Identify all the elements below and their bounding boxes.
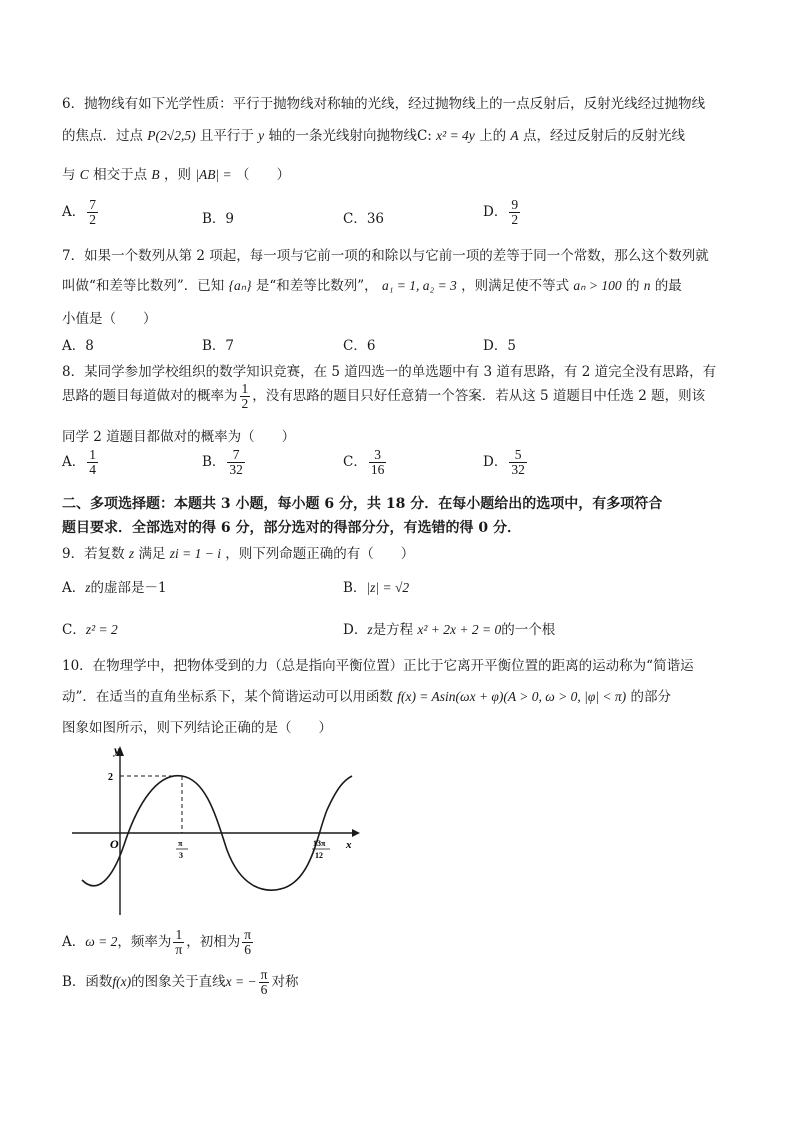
var-n: n <box>643 278 651 293</box>
q8-text: 思路的题目每道做对的概率为 <box>62 388 238 405</box>
function-definition: f(x) = Asin(ωx + φ)(A > 0, ω > 0, |φ| < π) <box>397 689 627 704</box>
q6-option-b: B．9 <box>202 211 235 227</box>
fraction: $\frac{7}{32}$ <box>229 447 243 478</box>
q8-option-d: D． $\frac{5}{32}$ <box>483 447 525 478</box>
q8-option-b: B． $\frac{7}{32}$ <box>202 447 243 478</box>
equation: zi = 1 − i <box>169 546 221 561</box>
q6-text: 轴的一条光线射向抛物线C: <box>268 128 432 144</box>
q7-option-c: C．6 <box>343 338 376 354</box>
q7-line3: 小值是（ ） <box>62 311 157 327</box>
fraction: $\frac{9}{2}$ <box>511 197 519 228</box>
q6-text: ，则 <box>163 167 191 183</box>
x-axis-label: x <box>346 839 352 851</box>
fraction: $\frac{3}{16}$ <box>370 447 385 478</box>
x-tick2-num: 13π <box>313 839 326 848</box>
q7-option-b: B．7 <box>202 338 235 354</box>
q6-option-d <box>483 198 522 227</box>
fraction: $\frac{1}{4}$ <box>89 447 96 478</box>
q7-line1: 7．如果一个数列从第 2 项起，每一项与它前一项的和除以与它前一项的差等于同一个常数，那么这个数列就 <box>62 248 709 264</box>
q10-option-b: B．函数f(x)的图象关于直线x = − $\frac{\pi}{6}$ 对称 <box>62 967 299 998</box>
q7-text: 的最 <box>654 278 682 294</box>
q6-text: 点，经过反射后的反射光线 <box>522 128 685 144</box>
answer-bracket: （ ） <box>235 167 290 183</box>
y-axis-label: y <box>114 743 120 757</box>
inequality: aₙ > 100 <box>573 278 622 293</box>
x-arrow-icon <box>352 829 360 837</box>
sequence-an: {aₙ} <box>228 278 252 293</box>
option-label: A． <box>62 204 86 221</box>
q6-line1: 6．抛物线有如下光学性质：平行于抛物线对称轴的光线，经过抛物线上的一点反射后，反射光线经过抛物线 <box>62 96 706 112</box>
q6-option-c: C．36 <box>343 211 385 227</box>
q9-option-c: C．z² = 2 <box>62 622 118 638</box>
q7-text: 是“和差等比数列”， <box>255 278 378 294</box>
q9-option-b: B．|z| = √2 <box>343 580 410 596</box>
q6-text: 且平行于 <box>199 128 254 144</box>
q8-line2 <box>62 382 705 411</box>
q10-line3: 图象如图所示，则下列结论正确的是（ ） <box>62 720 332 736</box>
q7-text: ，则满足使不等式 <box>461 278 570 294</box>
fraction: $\frac{5}{32}$ <box>511 447 525 478</box>
q7-option-a: A．8 <box>62 338 94 354</box>
q6-text: 与 <box>62 167 76 183</box>
section-header-line2: 题目要求．全部选对的得 6 分，部分选对的得部分分，有选错的得 0 分． <box>62 520 521 536</box>
q6-text: 相交于点 <box>93 167 148 183</box>
q10-option-a: A．ω = 2，频率为 $\frac{1}{\pi}$ ，初相为 $\frac{\pi}{6}$ <box>62 927 252 958</box>
q7-option-d: D．5 <box>483 338 516 354</box>
x-tick2-den: 12 <box>315 851 323 860</box>
sine-graph <box>62 740 362 920</box>
x-tick1-num: π <box>178 839 183 848</box>
point-p: P(2√2,5) <box>147 128 196 143</box>
q9-option-a: A．z的虚部是－1 <box>62 580 167 596</box>
abs-ab: |AB| = <box>195 167 232 182</box>
var-y: y <box>258 128 265 143</box>
x-tick1-den: 3 <box>179 851 183 860</box>
curve-c: C <box>79 167 89 182</box>
y-tick-2: 2 <box>108 772 113 783</box>
q8-line1: 8．某同学参加学校组织的数学知识竞赛，在 5 道四选一的单选题中有 3 道有思路，有 2 道完全没有思路，有 <box>62 364 717 380</box>
section-header-line1: 二、多项选择题：本题共 3 小题，每小题 6 分，共 18 分．在每小题给出的选项中，有多项符合 <box>62 496 663 512</box>
q8-option-c: C． $\frac{3}{16}$ <box>343 447 385 478</box>
fraction: $\frac{1}{2}$ <box>241 381 249 412</box>
q9-option-d: D．z是方程 x² + 2x + 2 = 0的一个根 <box>343 622 556 638</box>
q10-line2: 动”．在适当的直角坐标系下，某个简谐运动可以用函数 f(x) = Asin(ωx + φ)(A > 0, ω > 0, |φ| < π) 的部分 <box>62 689 671 705</box>
q8-option-a: A． $\frac{1}{4}$ <box>62 447 96 478</box>
var-z: z <box>128 546 135 561</box>
q6-line2 <box>62 124 685 144</box>
q6-line3 <box>62 163 290 183</box>
q8-line3: 同学 2 道题目都做对的概率为（ ） <box>62 429 296 445</box>
point-a: A <box>510 128 519 143</box>
initial-terms: a₁ = 1, a₂ = 3 <box>381 278 457 293</box>
fraction: $\frac{7}{2}$ <box>89 197 96 228</box>
q9-stem: 9．若复数 z 满足 zi = 1 − i ，则下列命题正确的有（ ） <box>62 546 415 562</box>
q8-text: ，没有思路的题目只好任意猜一个答案．若从这 5 道题目中任选 2 题，则该 <box>252 388 706 405</box>
q6-text: 上的 <box>479 128 507 144</box>
q7-text: 的 <box>625 278 640 294</box>
q6-text: 的焦点．过点 <box>62 128 143 144</box>
origin-label: O <box>110 837 119 851</box>
q6-option-a <box>62 198 100 227</box>
q7-line2 <box>62 274 682 294</box>
point-b: B <box>151 167 160 182</box>
q7-text: 叫做“和差等比数列”．已知 <box>62 278 225 294</box>
option-label: D． <box>483 204 508 221</box>
parabola-equation: x² = 4y <box>436 128 475 143</box>
q10-line1: 10．在物理学中，把物体受到的力（总是指向平衡位置）正比于它离开平衡位置的距离的运动称为“简谐运 <box>62 658 694 674</box>
